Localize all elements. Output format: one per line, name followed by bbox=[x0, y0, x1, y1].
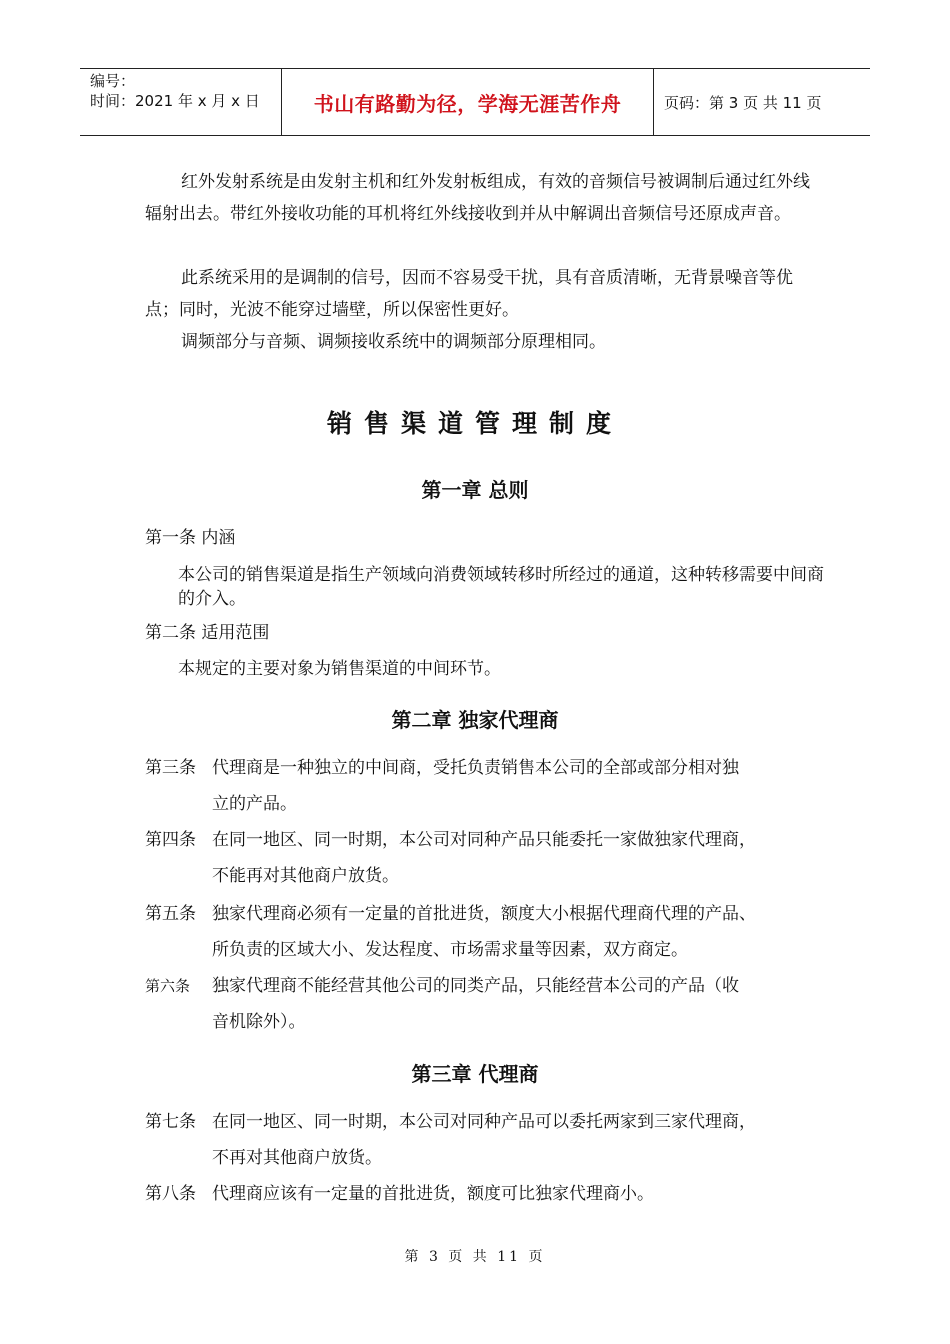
article-5-label: 第五条 bbox=[145, 904, 196, 924]
article-6-text: 独家代理商不能经营其他公司的同类产品，只能经营本公司的产品（收 bbox=[212, 976, 739, 996]
article-3-continuation: 立的产品。 bbox=[212, 794, 297, 814]
article-7-label: 第七条 bbox=[145, 1112, 196, 1132]
article-4 bbox=[145, 822, 835, 894]
article-2-body: 本规定的主要对象为销售渠道的中间环节。 bbox=[178, 659, 501, 679]
chapter-3-title: 第三章 代理商 bbox=[411, 1062, 539, 1086]
article-4-text: 在同一地区、同一时期，本公司对同种产品只能委托一家做独家代理商， bbox=[212, 830, 756, 850]
article-8 bbox=[145, 1176, 835, 1212]
article-3 bbox=[145, 750, 835, 822]
article-6-continuation: 音机除外）。 bbox=[212, 1012, 306, 1032]
intro-paragraph-2: 此系统采用的是调制的信号，因而不容易受干扰，具有音质清晰，无背景噪音等优点；同时，光波不能穿过墙壁，所以保密性更好。 bbox=[145, 268, 793, 320]
page-footer: 第 3 页 共 11 页 bbox=[404, 1249, 546, 1265]
chapter-2-title: 第二章 独家代理商 bbox=[391, 708, 559, 732]
article-3-label: 第三条 bbox=[145, 758, 196, 778]
article-8-text: 代理商应该有一定量的首批进货，额度可比独家代理商小。 bbox=[212, 1184, 654, 1204]
article-1-heading: 第一条 内涵 bbox=[145, 528, 236, 548]
article-6-label: 第六条 bbox=[145, 977, 191, 995]
chapter-1-title: 第一章 总则 bbox=[421, 478, 529, 502]
article-5-continuation: 所负责的区域大小、发达程度、市场需求量等因素，双方商定。 bbox=[212, 940, 688, 960]
article-7 bbox=[145, 1104, 835, 1176]
article-5-text: 独家代理商必须有一定量的首批进货，额度大小根据代理商代理的产品、 bbox=[212, 904, 756, 924]
document-number-label: 编号： bbox=[90, 72, 136, 90]
intro-paragraph-3: 调频部分与音频、调频接收系统中的调频部分原理相同。 bbox=[181, 332, 606, 352]
article-6 bbox=[145, 968, 835, 1040]
header-motto: 书山有路勤为径，学海无涯苦作舟 bbox=[282, 69, 654, 135]
intro-paragraph-1: 红外发射系统是由发射主机和红外发射板组成，有效的音频信号被调制后通过红外线辐射出去。带红外接收功能的耳机将红外线接收到并从中解调出音频信号还原成声音。 bbox=[145, 172, 810, 224]
article-7-continuation: 不再对其他商户放货。 bbox=[212, 1148, 382, 1168]
document-title: 销售渠道管理制度 bbox=[326, 409, 623, 438]
article-5 bbox=[145, 896, 835, 968]
article-4-label: 第四条 bbox=[145, 830, 196, 850]
article-4-continuation: 不能再对其他商户放货。 bbox=[212, 866, 399, 886]
article-8-label: 第八条 bbox=[145, 1184, 196, 1204]
document-header bbox=[80, 68, 870, 136]
article-2-heading: 第二条 适用范围 bbox=[145, 623, 270, 643]
header-meta-cell bbox=[80, 69, 282, 135]
article-1-body: 本公司的销售渠道是指生产领域向消费领域转移时所经过的通道，这种转移需要中间商的介入。 bbox=[178, 565, 824, 609]
document-date-label: 时间：2021 年 x 月 x 日 bbox=[90, 92, 260, 110]
article-3-text: 代理商是一种独立的中间商，受托负责销售本公司的全部或部分相对独 bbox=[212, 758, 739, 778]
article-7-text: 在同一地区、同一时期，本公司对同种产品可以委托两家到三家代理商， bbox=[212, 1112, 756, 1132]
header-page-code: 页码：第 3 页 共 11 页 bbox=[664, 93, 822, 112]
